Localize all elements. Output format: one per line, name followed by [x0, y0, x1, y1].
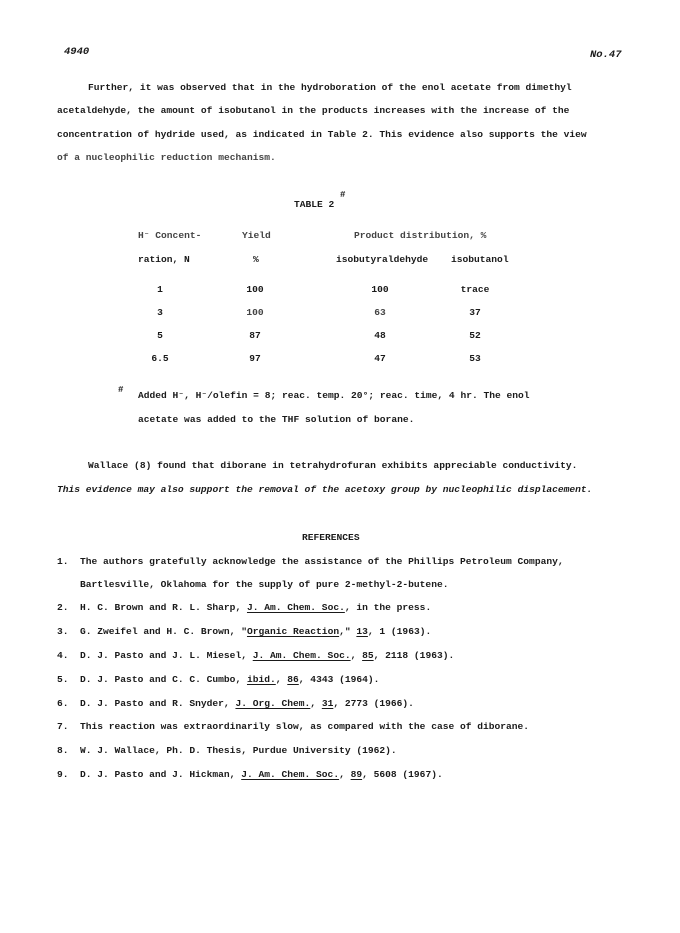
- table-cell: 1: [157, 284, 163, 295]
- reference-number: 6.: [57, 698, 69, 709]
- col-yield-head-2: %: [253, 254, 259, 265]
- reference-journal: J. Am. Chem. Soc.: [241, 769, 340, 780]
- reference-tail: , 4343 (1964).: [298, 674, 380, 685]
- page-number: 4940: [64, 46, 90, 58]
- reference-tail: , in the press.: [344, 602, 432, 613]
- intro-line-1: Further, it was observed that in the hydroboration of the enol acetate from dimethyl: [88, 82, 572, 93]
- reference-5: [80, 675, 379, 685]
- table-cell: 48: [374, 330, 386, 341]
- intro-line-2: acetaldehyde, the amount of isobutanol in the products increases with the increase of the: [57, 105, 570, 116]
- reference-separator: ,: [350, 650, 363, 661]
- table-cell: 3: [157, 307, 163, 318]
- reference-number: 4.: [57, 650, 69, 661]
- col-yield-head-1: Yield: [242, 230, 271, 241]
- reference-8: W. J. Wallace, Ph. D. Thesis, Purdue University (1962).: [80, 745, 397, 756]
- reference-7: This reaction was extraordinarily slow, as compared with the case of diborane.: [80, 721, 530, 732]
- reference-journal: Organic Reaction: [246, 626, 340, 637]
- reference-volume: 86: [287, 674, 299, 685]
- table-cell: 6.5: [151, 353, 169, 364]
- reference-volume: 31: [321, 698, 334, 709]
- table-cell: 52: [469, 330, 481, 341]
- reference-authors: H. C. Brown and R. L. Sharp,: [80, 602, 247, 613]
- reference-journal: J. Am. Chem. Soc.: [246, 602, 345, 613]
- reference-1-line-2: Bartlesville, Oklahoma for the supply of pure 2-methyl-2-butene.: [80, 579, 449, 590]
- table-cell: 87: [249, 330, 261, 341]
- intro-line-3: concentration of hydride used, as indicated in Table 2. This evidence also supports the view: [57, 129, 587, 140]
- reference-number: 9.: [57, 769, 69, 780]
- reference-journal: J. Org. Chem.: [235, 698, 311, 709]
- reference-4: [80, 651, 454, 661]
- reference-separator: ,: [275, 674, 288, 685]
- reference-tail: , 1 (1963).: [367, 626, 432, 637]
- table-cell: 100: [246, 284, 264, 295]
- table-footnote-line-1: Added H⁻, H⁻/olefin = 8; reac. temp. 20°; reac. time, 4 hr. The enol: [138, 390, 530, 401]
- table-cell: 100: [371, 284, 389, 295]
- col-concentration-head-1: H⁻ Concent-: [138, 230, 202, 241]
- table-cell: 5: [157, 330, 163, 341]
- reference-authors: D. J. Pasto and J. L. Miesel,: [80, 650, 253, 661]
- table-cell: 47: [374, 353, 386, 364]
- reference-tail: , 2118 (1963).: [373, 650, 455, 661]
- reference-separator: ,": [339, 626, 357, 637]
- wallace-line-2: This evidence may also support the removal of the acetoxy group by nucleophilic displacement.: [57, 484, 593, 495]
- table-cell: 97: [249, 353, 261, 364]
- reference-separator: ,: [339, 769, 351, 780]
- references-heading: REFERENCES: [302, 532, 360, 543]
- reference-9: [80, 770, 443, 780]
- table-title-mark: #: [340, 190, 346, 200]
- reference-volume: 13: [356, 626, 368, 637]
- reference-authors: D. J. Pasto and R. Snyder,: [80, 698, 236, 709]
- table-cell: 53: [469, 353, 481, 364]
- col-distribution-head: Product distribution, %: [354, 230, 487, 241]
- reference-number: 8.: [57, 745, 69, 756]
- reference-number: 5.: [57, 674, 69, 685]
- reference-3: [80, 627, 431, 637]
- table-title: TABLE 2: [294, 199, 335, 210]
- col-isobutyraldehyde-head: isobutyraldehyde: [336, 254, 429, 265]
- reference-2: [80, 603, 431, 613]
- table-cell: 100: [246, 307, 264, 318]
- table-footnote-line-2: acetate was added to the THF solution of borane.: [138, 414, 415, 425]
- reference-tail: , 2773 (1966).: [333, 698, 414, 709]
- table-cell: 37: [469, 307, 481, 318]
- reference-1-line-1: The authors gratefully acknowledge the assistance of the Phillips Petroleum Company,: [80, 556, 564, 567]
- footnote-mark: #: [118, 385, 124, 395]
- reference-authors: G. Zweifel and H. C. Brown, ": [80, 626, 247, 637]
- table-cell: trace: [460, 284, 490, 295]
- reference-number: 1.: [57, 556, 69, 567]
- table-cell: 63: [374, 307, 386, 318]
- col-isobutanol-head: isobutanol: [451, 254, 509, 265]
- reference-authors: D. J. Pasto and C. C. Cumbo,: [80, 674, 247, 685]
- reference-6: [80, 699, 414, 709]
- col-concentration-head-2: ration, N: [138, 254, 190, 265]
- reference-tail: , 5608 (1967).: [362, 769, 443, 780]
- reference-volume: 89: [350, 769, 363, 780]
- reference-number: 3.: [57, 626, 69, 637]
- reference-authors: D. J. Pasto and J. Hickman,: [80, 769, 242, 780]
- reference-volume: 85: [362, 650, 374, 661]
- intro-line-4: of a nucleophilic reduction mechanism.: [57, 152, 276, 163]
- reference-number: 2.: [57, 602, 69, 613]
- wallace-line-1: Wallace (8) found that diborane in tetrahydrofuran exhibits appreciable conductivity.: [88, 460, 578, 471]
- journal-number: No.47: [590, 49, 622, 61]
- reference-journal: J. Am. Chem. Soc.: [252, 650, 351, 661]
- reference-separator: ,: [310, 698, 322, 709]
- reference-journal: ibid.: [246, 674, 276, 685]
- reference-number: 7.: [57, 721, 69, 732]
